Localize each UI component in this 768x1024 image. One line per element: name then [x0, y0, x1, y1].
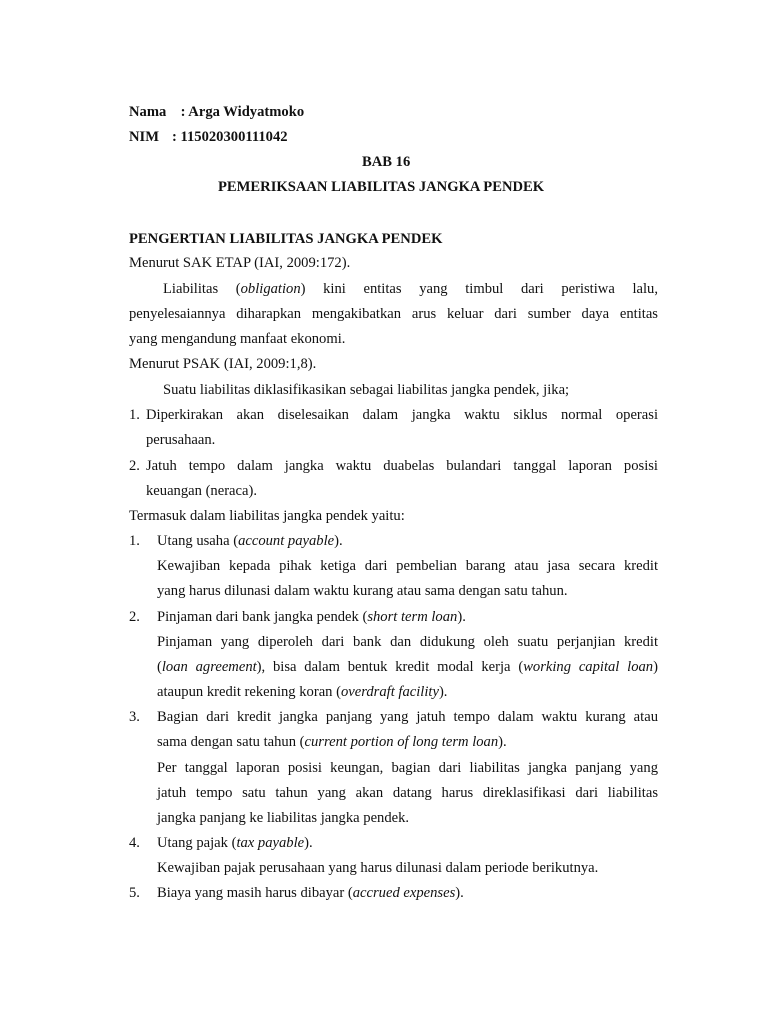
psak-reference: Menurut PSAK (IAI, 2009:1,8).: [129, 356, 317, 372]
obligation-term: obligation: [240, 281, 301, 297]
item-term: accrued expenses: [352, 885, 456, 901]
definition-line-2: penyelesaiannya diharapkan mengakibatkan arus keluar dari sumber daya entitas: [129, 306, 658, 322]
item-title: [157, 608, 466, 626]
nim-label: NIM: [129, 129, 159, 145]
nama-line: [129, 103, 304, 121]
page-title: PEMERIKSAAN LIABILITAS JANGKA PENDEK: [218, 179, 545, 195]
item-title-text: ).: [304, 835, 313, 851]
item-description: [157, 658, 658, 676]
includes-intro: Termasuk dalam liabilitas jangka pendek yaitu:: [129, 508, 405, 524]
definition-line-1: [163, 280, 658, 298]
item-number: 5.: [129, 885, 140, 901]
nama-label: Nama: [129, 104, 167, 120]
definition-text: Liabilitas (: [163, 281, 241, 297]
item-title-text: Utang usaha (: [157, 533, 239, 549]
item-title-text: ).: [498, 734, 507, 750]
chapter-number: BAB 16: [362, 154, 411, 170]
item-number: 2.: [129, 609, 140, 625]
item-number: 4.: [129, 835, 140, 851]
item-title: [157, 733, 507, 751]
item-number: 1.: [129, 533, 140, 549]
item-description: jatuh tempo satu tahun yang akan datang harus direklasifikasi dari liabilitas: [157, 785, 658, 801]
item-desc-text: ), bisa dalam bentuk kredit modal kerja (: [256, 659, 524, 675]
item-title: [157, 884, 464, 902]
definition-line-3: yang mengandung manfaat ekonomi.: [129, 331, 346, 347]
item-desc-text: (: [157, 659, 162, 675]
item-term: account payable: [238, 533, 335, 549]
item-title-text: Utang pajak (: [157, 835, 237, 851]
item-description: yang harus dilunasi dalam waktu kurang atau sama dengan satu tahun.: [157, 583, 568, 599]
item-title-text: Biaya yang masih harus dibayar (: [157, 885, 353, 901]
item-title-text: ).: [455, 885, 464, 901]
item-description: [157, 683, 447, 701]
item-title-text: Pinjaman dari bank jangka pendek (: [157, 609, 368, 625]
nama-value: : Arga Widyatmoko: [180, 104, 305, 120]
item-title: [157, 834, 313, 852]
item-title-text: sama dengan satu tahun (: [157, 734, 305, 750]
criteria-line: perusahaan.: [146, 432, 216, 448]
item-term: overdraft facility: [340, 684, 439, 700]
item-title-text: ).: [334, 533, 343, 549]
item-description: Kewajiban pajak perusahaan yang harus dilunasi dalam periode berikutnya.: [157, 860, 599, 876]
nim-value: : 115020300111042: [172, 129, 288, 145]
classification-intro: Suatu liabilitas diklasifikasikan sebagai liabilitas jangka pendek, jika;: [163, 382, 570, 398]
item-title-text: ).: [457, 609, 466, 625]
definition-text: ) kini entitas yang timbul dari peristiwa lalu,: [300, 281, 658, 297]
criteria-line: Diperkirakan akan diselesaikan dalam jangka waktu siklus normal operasi: [146, 407, 658, 423]
item-term: loan agreement: [161, 659, 257, 675]
criteria-line: Jatuh tempo dalam jangka waktu duabelas bulandari tanggal laporan posisi: [146, 458, 658, 474]
item-title: Bagian dari kredit jangka panjang yang jatuh tempo dalam waktu kurang atau: [157, 709, 658, 725]
item-term: short term loan: [367, 609, 458, 625]
item-term: current portion of long term loan: [304, 734, 499, 750]
item-term: tax payable: [236, 835, 305, 851]
criteria-line: keuangan (neraca).: [146, 483, 257, 499]
item-desc-text: ataupun kredit rekening koran (: [157, 684, 341, 700]
section-heading: PENGERTIAN LIABILITAS JANGKA PENDEK: [129, 231, 443, 247]
item-desc-text: ).: [438, 684, 448, 700]
criteria-number: 1.: [129, 407, 140, 423]
item-description: Per tanggal laporan posisi keungan, bagian dari liabilitas jangka panjang yang: [157, 760, 658, 776]
item-description: Pinjaman yang diperoleh dari bank dan didukung oleh suatu perjanjian kredit: [157, 634, 658, 650]
nim-line: [129, 128, 288, 146]
item-description: Kewajiban kepada pihak ketiga dari pembelian barang atau jasa secara kredit: [157, 558, 658, 574]
item-title: [157, 532, 343, 550]
item-number: 3.: [129, 709, 140, 725]
item-desc-text: ): [653, 659, 658, 675]
criteria-number: 2.: [129, 458, 140, 474]
item-description: jangka panjang ke liabilitas jangka pendek.: [157, 810, 410, 826]
item-term: working capital loan: [523, 659, 654, 675]
sak-reference: Menurut SAK ETAP (IAI, 2009:172).: [129, 255, 351, 271]
